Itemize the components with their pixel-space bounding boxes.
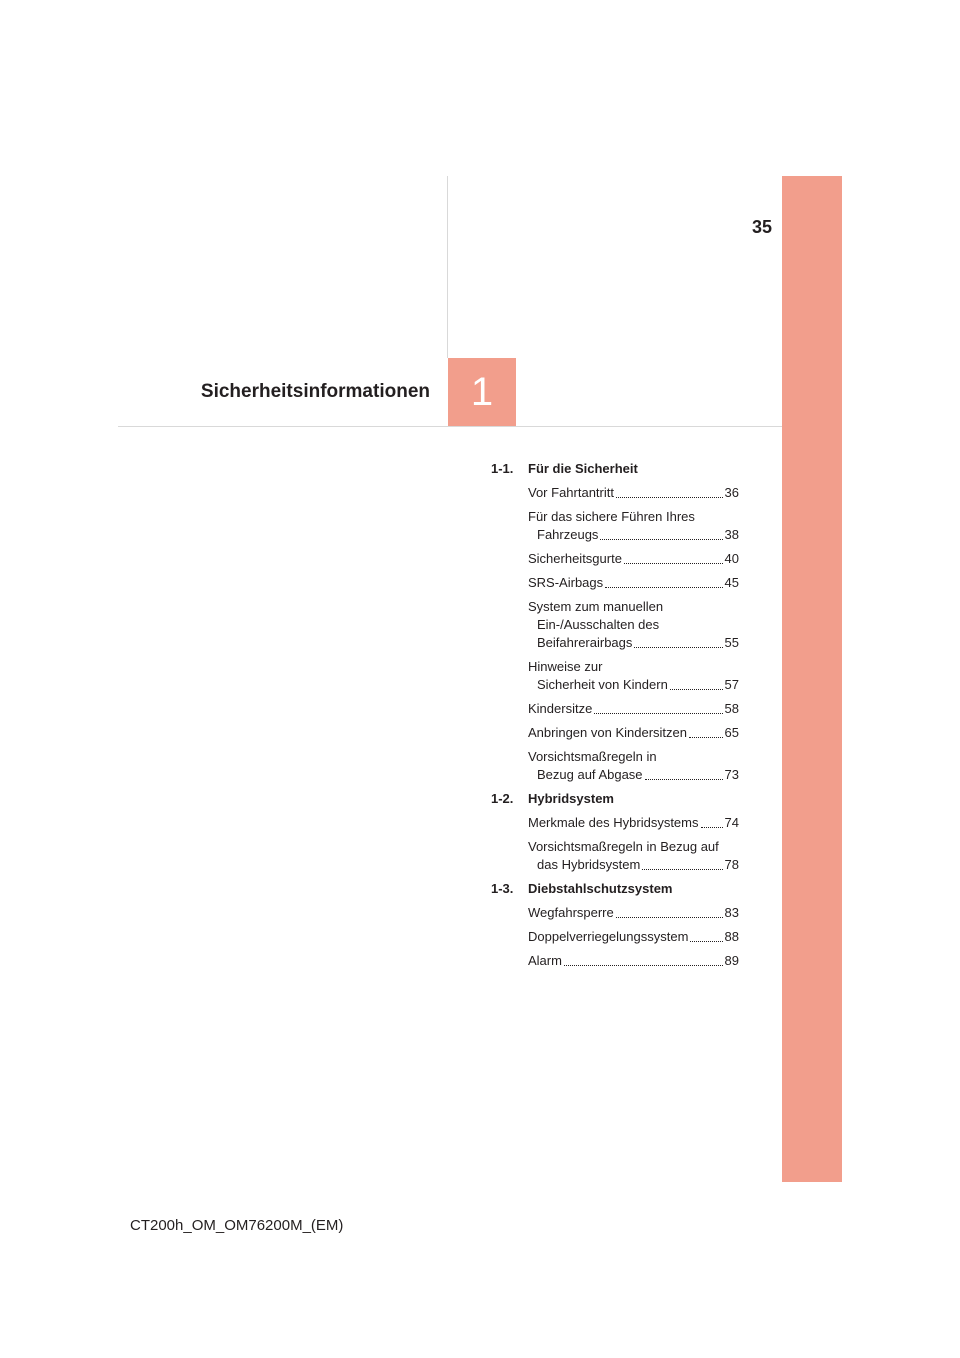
toc-entry[interactable] [528, 484, 739, 502]
toc-entry[interactable] [528, 550, 739, 568]
toc-entry[interactable] [528, 574, 739, 592]
toc-entry-text: Vorsichtsmaßregeln in Bezug auf [528, 839, 719, 854]
toc-entry-row [528, 676, 739, 694]
toc-entry-row [528, 856, 739, 874]
toc-entry-text: Ein-/Ausschalten des [537, 617, 660, 632]
toc-entry-row [528, 952, 739, 970]
chapter-number: 1 [470, 369, 494, 414]
toc-entry[interactable] [528, 724, 739, 742]
toc-page-number: 74 [724, 815, 739, 830]
page-number: 35 [751, 217, 772, 237]
toc-entry[interactable] [528, 748, 739, 784]
toc-entry-row [528, 724, 739, 742]
toc-page-number: 83 [724, 905, 739, 920]
toc-entry-text: Wegfahrsperre [528, 905, 614, 920]
chapter-title: Sicherheitsinformationen [200, 381, 430, 402]
toc-page-number: 55 [724, 635, 739, 650]
toc-section-title: Diebstahlschutzsystem [528, 881, 673, 896]
toc-page-number: 65 [724, 725, 739, 740]
toc-section-title: Hybridsystem [528, 791, 614, 806]
toc-section-heading [491, 460, 739, 478]
dot-leader [670, 689, 723, 690]
toc-page-number: 57 [724, 677, 739, 692]
toc-entry[interactable] [528, 700, 739, 718]
table-of-contents [491, 460, 739, 976]
toc-section-title: Für die Sicherheit [528, 461, 638, 476]
toc-section-number: 1-3. [491, 881, 514, 896]
toc-page-number: 45 [724, 575, 739, 590]
toc-entry-text: Merkmale des Hybridsystems [528, 815, 699, 830]
dot-leader [645, 779, 723, 780]
dot-leader [642, 869, 722, 870]
toc-entry[interactable] [528, 952, 739, 970]
toc-entry-text: Vorsichtsmaßregeln in [528, 749, 657, 764]
toc-section-number: 1-1. [491, 461, 514, 476]
toc-entry-text: Kindersitze [528, 701, 593, 716]
dot-leader [605, 587, 722, 588]
toc-section-heading [491, 880, 739, 898]
dot-leader [624, 563, 723, 564]
toc-page-number: 73 [724, 767, 739, 782]
dot-leader [689, 737, 723, 738]
dot-leader [616, 917, 723, 918]
chapter-tab-strip [782, 176, 842, 1182]
toc-entry-row [528, 550, 739, 568]
toc-entry-text: das Hybridsystem [537, 857, 641, 872]
toc-page-number: 89 [724, 953, 739, 968]
toc-page-number: 38 [724, 527, 739, 542]
toc-entry-text: Hinweise zur [528, 659, 603, 674]
dot-leader [701, 827, 723, 828]
toc-entry-text: Alarm [528, 953, 562, 968]
toc-page-number: 88 [724, 929, 739, 944]
toc-entry-row [528, 700, 739, 718]
toc-entry[interactable] [528, 598, 739, 652]
toc-entry-row [528, 814, 739, 832]
dot-leader [616, 497, 723, 498]
toc-entry[interactable] [528, 838, 739, 874]
toc-section-number: 1-2. [491, 791, 514, 806]
toc-entry-row [528, 928, 739, 946]
dot-leader [600, 539, 722, 540]
toc-entry-row [528, 574, 739, 592]
toc-entry-text: Beifahrerairbags [537, 635, 633, 650]
toc-entry[interactable] [528, 928, 739, 946]
toc-entry[interactable] [528, 658, 739, 694]
dot-leader [634, 647, 722, 648]
toc-entry-text: Vor Fahrtantritt [528, 485, 614, 500]
toc-entry-text: Sicherheitsgurte [528, 551, 622, 566]
dot-leader [564, 965, 723, 966]
toc-page-number: 78 [724, 857, 739, 872]
toc-entry[interactable] [528, 904, 739, 922]
vertical-divider [447, 176, 448, 358]
toc-entry-row [528, 526, 739, 544]
toc-page-number: 58 [724, 701, 739, 716]
toc-entry-row [528, 766, 739, 784]
toc-entry-text: System zum manuellen [528, 599, 664, 614]
toc-entry-text: SRS-Airbags [528, 575, 604, 590]
document-footer: CT200h_OM_OM76200M_(EM) [130, 1217, 344, 1234]
toc-entry-row [528, 634, 739, 652]
toc-page-number: 36 [724, 485, 739, 500]
toc-entry-row [528, 484, 739, 502]
toc-entry-text: Doppelverriegelungssystem [528, 929, 689, 944]
toc-section-heading [491, 790, 739, 808]
toc-page-number: 40 [724, 551, 739, 566]
chapter-number-box [448, 358, 516, 426]
toc-entry-text: Fahrzeugs [537, 527, 599, 542]
toc-entry[interactable] [528, 814, 739, 832]
toc-entry-text: Sicherheit von Kindern [537, 677, 668, 692]
dot-leader [594, 713, 722, 714]
toc-entry-text: Für das sichere Führen Ihres [528, 509, 695, 524]
header-rule [118, 426, 782, 427]
toc-entry-row [528, 904, 739, 922]
dot-leader [690, 941, 722, 942]
toc-entry[interactable] [528, 508, 739, 544]
toc-entry-text: Anbringen von Kindersitzen [528, 725, 687, 740]
toc-entry-text: Bezug auf Abgase [537, 767, 643, 782]
